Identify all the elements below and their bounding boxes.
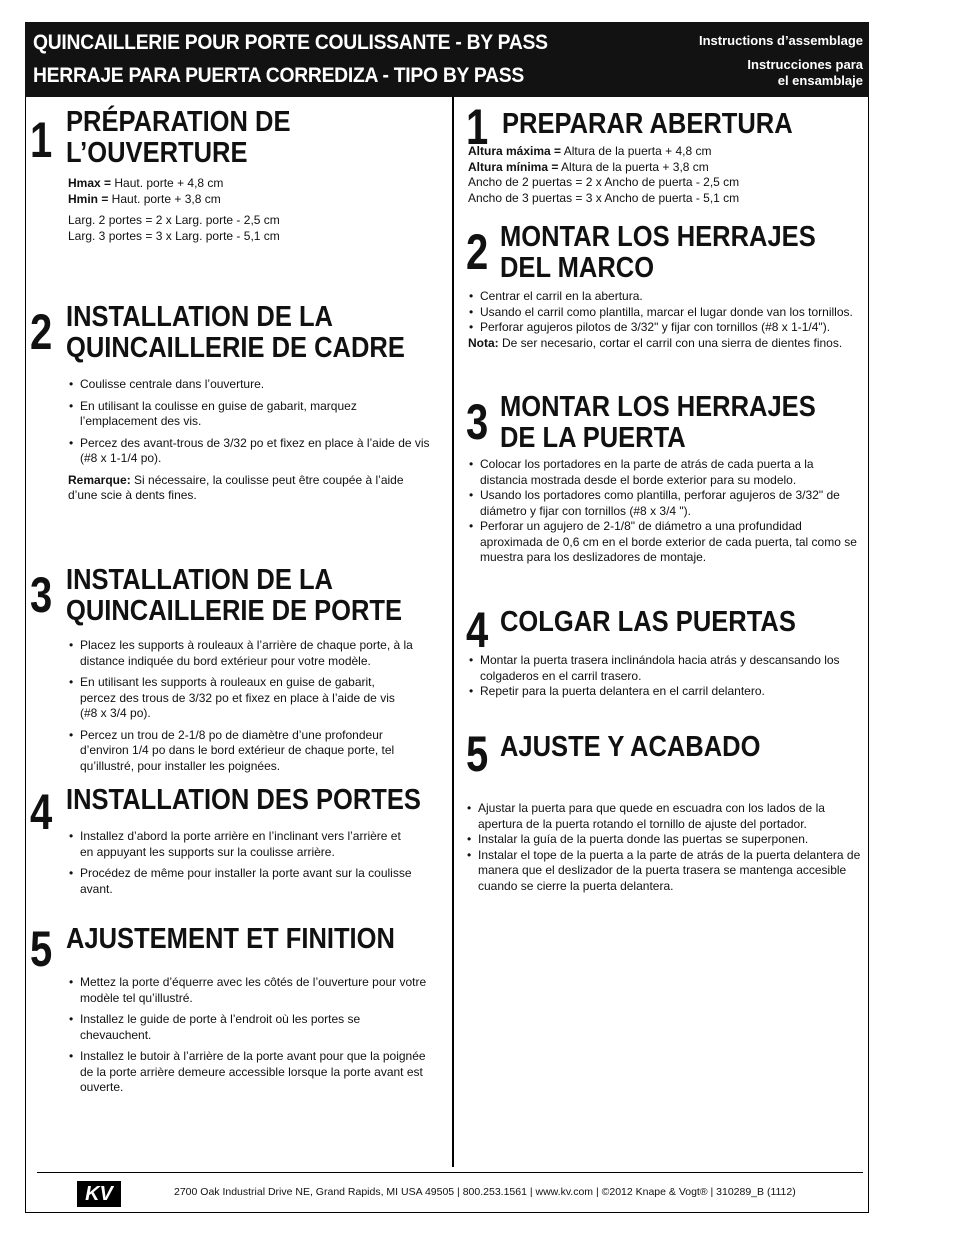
list-item: • Usando los portadores como plantilla, perforar agujeros de 3/32" de diámetro y fijar con tornillos (#8 x 3/4 ").: [468, 488, 864, 519]
note-label: Nota:: [468, 335, 499, 350]
step-body: [68, 829, 413, 903]
step-title: PRÉPARATION DE: [66, 106, 291, 138]
list-item: • Usando el carril como plantilla, marcar el lugar donde van los tornillos.: [468, 305, 866, 321]
step-title: AJUSTEMENT ET FINITION: [66, 923, 395, 955]
assembly-instructions-es-line2: el ensamblaje: [777, 73, 863, 88]
min-height-label: Altura mínima =: [468, 159, 559, 174]
column-divider: [452, 97, 454, 1167]
list-item: • Perforar agujeros pilotos de 3/32" y fijar con tornillos (#8 x 1-1/4").: [468, 320, 866, 336]
max-height-label: Altura máxima =: [468, 144, 562, 158]
step-title: INSTALLATION DE LA: [66, 564, 333, 596]
footer-divider: [37, 1172, 863, 1173]
hmin-value: Haut. porte + 3,8 cm: [108, 191, 221, 206]
kv-logo: KV: [77, 1181, 121, 1207]
step-title: QUINCAILLERIE DE PORTE: [66, 595, 403, 627]
step-number: 2: [30, 304, 53, 360]
list-item: • Placez les supports à rouleaux à l’arrière de chaque porte, à la distance indiquée du bord extérieur pour votre modèle.: [68, 638, 413, 669]
list-item: • Installez le guide de porte à l’endroit où les portes se chevauchent.: [68, 1012, 428, 1043]
step-body: [68, 975, 428, 1102]
list-item: • Coulisse centrale dans l’ouverture.: [68, 377, 430, 393]
hmax-value: Haut. porte + 4,8 cm: [111, 176, 224, 190]
step-body: [68, 176, 438, 244]
list-item: • Procédez de même pour installer la porte avant sur la coulisse avant.: [68, 866, 413, 897]
step-body: [468, 289, 866, 351]
step-body: [468, 144, 863, 206]
hmax-label: Hmax =: [68, 176, 112, 190]
note-text: De ser necesario, cortar el carril con una sierra de dientes finos.: [498, 335, 843, 350]
list-item: • Perforar un agujero de 2-1/8" de diámetro a una profundidad aproximada de 0,6 cm en el borde exterior de cada puerta, tal como se muestra para los deslizadores de montaje.: [468, 519, 864, 566]
step-title: AJUSTE Y ACABADO: [500, 731, 761, 763]
step-title: DE LA PUERTA: [500, 422, 686, 454]
title-spanish: HERRAJE PARA PUERTA CORREDIZA - TIPO BY PASS: [33, 64, 524, 87]
width-2-doors: Larg. 2 portes = 2 x Larg. porte - 2,5 cm: [68, 213, 280, 227]
title-french: QUINCAILLERIE POUR PORTE COULISSANTE - BY PASS: [33, 31, 548, 54]
step-body: [68, 377, 430, 504]
list-item: • En utilisant la coulisse en guise de gabarit, marquez l’emplacement des vis.: [68, 399, 430, 430]
width-2-doors: Ancho de 2 puertas = 2 x Ancho de puerta - 2,5 cm: [468, 175, 740, 189]
step-number: 4: [30, 784, 53, 840]
step-title: INSTALLATION DES PORTES: [66, 784, 421, 816]
step-number: 4: [466, 602, 489, 658]
page-header: [25, 22, 869, 97]
step-title: MONTAR LOS HERRAJES: [500, 391, 816, 423]
hmin-label: Hmin =: [68, 191, 109, 206]
note-text: Si nécessaire, la coulisse peut être coupée à l’aide d’une scie à dents fines.: [68, 472, 404, 502]
list-item: • Mettez la porte d’équerre avec les côtés de l’ouverture pour votre modèle tel qu’illustré.: [68, 975, 428, 1006]
assembly-instructions-es-line1: Instrucciones para: [747, 57, 863, 72]
list-item: • Installez le butoir à l’arrière de la porte avant pour que la poignée de la porte arrière demeure accessible lorsque la porte avant est ouverte.: [68, 1049, 428, 1096]
step-title: INSTALLATION DE LA: [66, 301, 333, 333]
step-number: 3: [30, 567, 53, 623]
step-body: [468, 457, 864, 566]
list-item: • Ajustar la puerta para que quede en escuadra con los lados de la apertura de la puerta rotando el tornillo de ajuste del portador.: [466, 801, 868, 832]
step-title: L’OUVERTURE: [66, 137, 248, 169]
step-title: MONTAR LOS HERRAJES: [500, 221, 816, 253]
footer-contact: 2700 Oak Industrial Drive NE, Grand Rapids, MI USA 49505 | 800.253.1561 | www.kv.com | ©2012 Knape & Vogt® | 310289_B (1112): [174, 1186, 796, 1198]
list-item: • Montar la puerta trasera inclinándola hacia atrás y descansando los colgaderos en el carril trasero.: [468, 653, 866, 684]
step-body: [466, 801, 868, 894]
step-title: COLGAR LAS PUERTAS: [500, 606, 796, 638]
step-number: 1: [466, 99, 489, 155]
list-item: • Centrar el carril en la abertura.: [468, 289, 866, 305]
step-title: PREPARAR ABERTURA: [502, 108, 793, 140]
list-item: • Instalar la guía de la puerta donde las puertas se superponen.: [466, 832, 868, 848]
width-3-doors: Ancho de 3 puertas = 3 x Ancho de puerta - 5,1 cm: [468, 190, 740, 205]
min-height-value: Altura de la puerta + 3,8 cm: [558, 159, 709, 174]
step-body: [468, 653, 866, 700]
list-item: • Repetir para la puerta delantera en el carril delantero.: [468, 684, 866, 700]
step-body: [68, 638, 413, 780]
list-item: • En utilisant les supports à rouleaux en guise de gabarit, percez des trous de 3/32 po et fixez en place à l’aide de vis (#8 x 3/4 po).: [68, 675, 413, 722]
width-3-doors: Larg. 3 portes = 3 x Larg. porte - 5,1 cm: [68, 228, 280, 243]
step-title: DEL MARCO: [500, 252, 655, 284]
step-number: 3: [466, 394, 489, 450]
list-item: • Colocar los portadores en la parte de atrás de cada puerta a la distancia mostrada desde el borde exterior para su modelo.: [468, 457, 864, 488]
assembly-instructions-fr: Instructions d’assemblage: [699, 33, 863, 48]
list-item: • Instalar el tope de la puerta a la parte de atrás de la puerta delantera de manera que el deslizador de la puerta trasera se mantenga accesible cuando se cierre la puerta delantera.: [466, 848, 868, 895]
step-number: 2: [466, 224, 489, 280]
step-title: QUINCAILLERIE DE CADRE: [66, 332, 405, 364]
note-label: Remarque:: [68, 472, 131, 487]
step-number: 5: [30, 921, 53, 977]
step-number: 1: [30, 112, 53, 168]
step-number: 5: [466, 726, 489, 782]
list-item: • Percez des avant-trous de 3/32 po et fixez en place à l’aide de vis (#8 x 1-1/4 po).: [68, 436, 430, 467]
list-item: • Percez un trou de 2-1/8 po de diamètre d’une profondeur d’environ 1/4 po dans le bord extérieur de chaque porte, tel qu’illustré, pour installer les poignées.: [68, 728, 413, 775]
list-item: • Installez d’abord la porte arrière en l’inclinant vers l’arrière et en appuyant les supports sur la coulisse arrière.: [68, 829, 413, 860]
max-height-value: Altura de la puerta + 4,8 cm: [561, 144, 712, 158]
